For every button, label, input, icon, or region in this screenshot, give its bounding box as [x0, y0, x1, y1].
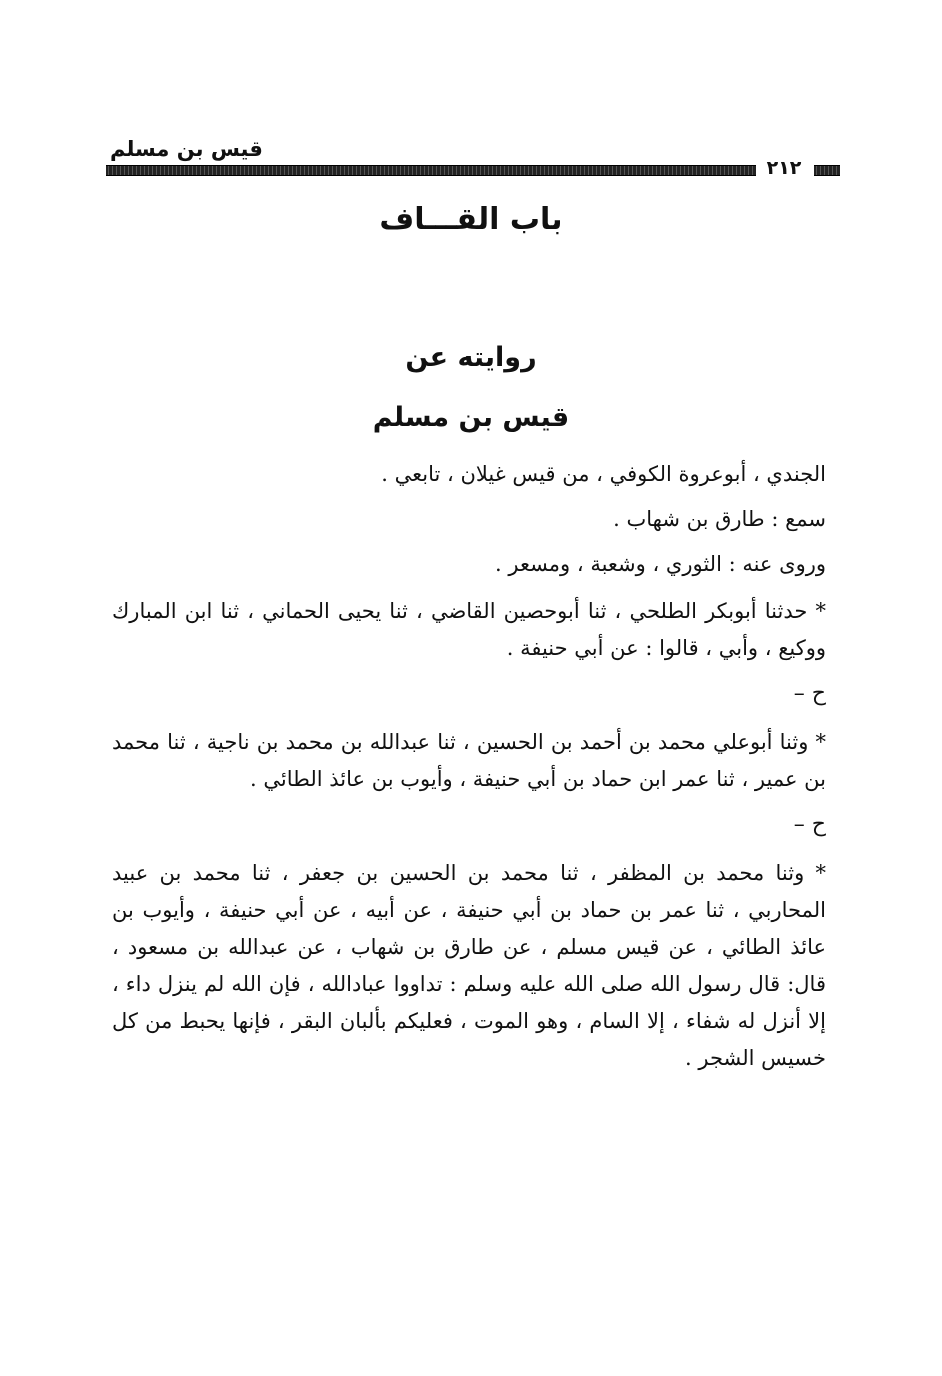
running-header	[106, 136, 840, 182]
bio-paragraph: الجندي ، أبوعروة الكوفي ، من قيس غيلان ، تابعي .	[381, 462, 826, 486]
header-rule	[106, 165, 756, 176]
page-number: ٢١٢	[766, 157, 802, 179]
running-title: قيس بن مسلم	[110, 137, 263, 161]
chain-paragraph-1: * حدثنا أبوبكر الطلحي ، ثنا أبوحصين القاضي ، ثنا يحيى الحماني ، ثنا ابن المبارك ووكيع ، وأبي ، قالوا : عن أبي حنيفة .	[112, 599, 826, 660]
section-title-line1: روايته عن	[405, 342, 537, 373]
narrators-paragraph: وروى عنه : الثوري ، وشعبة ، ومسعر .	[495, 552, 826, 576]
ha-sign-1: ح –	[793, 681, 826, 706]
chain-paragraph-3: * وثنا محمد بن المظفر ، ثنا محمد بن الحسين بن جعفر ، ثنا محمد بن عبيد المحاربي ، ثنا عمر بن حماد بن أبي حنيفة ، عن أبيه ، عن أبي حنيفة ، وأيوب بن عائذ الطائي ، عن قيس مسلم ، عن طارق بن شهاب ، عن عبدالله بن مسعود ، قال: قال رسول الله صلى الله عليه وسلم : تداووا عبادالله ، فإن الله لم ينزل داء ، إلا أنزل له شفاء ، إلا السام ، وهو الموت ، فعليكم بألبان البقر ، فإنها يحبط من كل خسيس الشجر .	[112, 861, 826, 1070]
header-rule-end	[814, 165, 840, 176]
chapter-title: باب القـــاف	[379, 202, 563, 237]
chain-paragraph-2: * وثنا أبوعلي محمد بن أحمد بن الحسين ، ثنا عبدالله بن محمد بن ناجية ، ثنا محمد بن عمير ، ثنا عمر ابن حماد بن أبي حنيفة ، وأيوب بن عائذ الطائي .	[112, 730, 826, 791]
heard-paragraph: سمع : طارق بن شهاب .	[613, 507, 826, 531]
ha-sign-2: ح –	[793, 812, 826, 837]
body-text	[112, 456, 826, 1085]
section-title-line2: قيس بن مسلم	[372, 402, 570, 433]
